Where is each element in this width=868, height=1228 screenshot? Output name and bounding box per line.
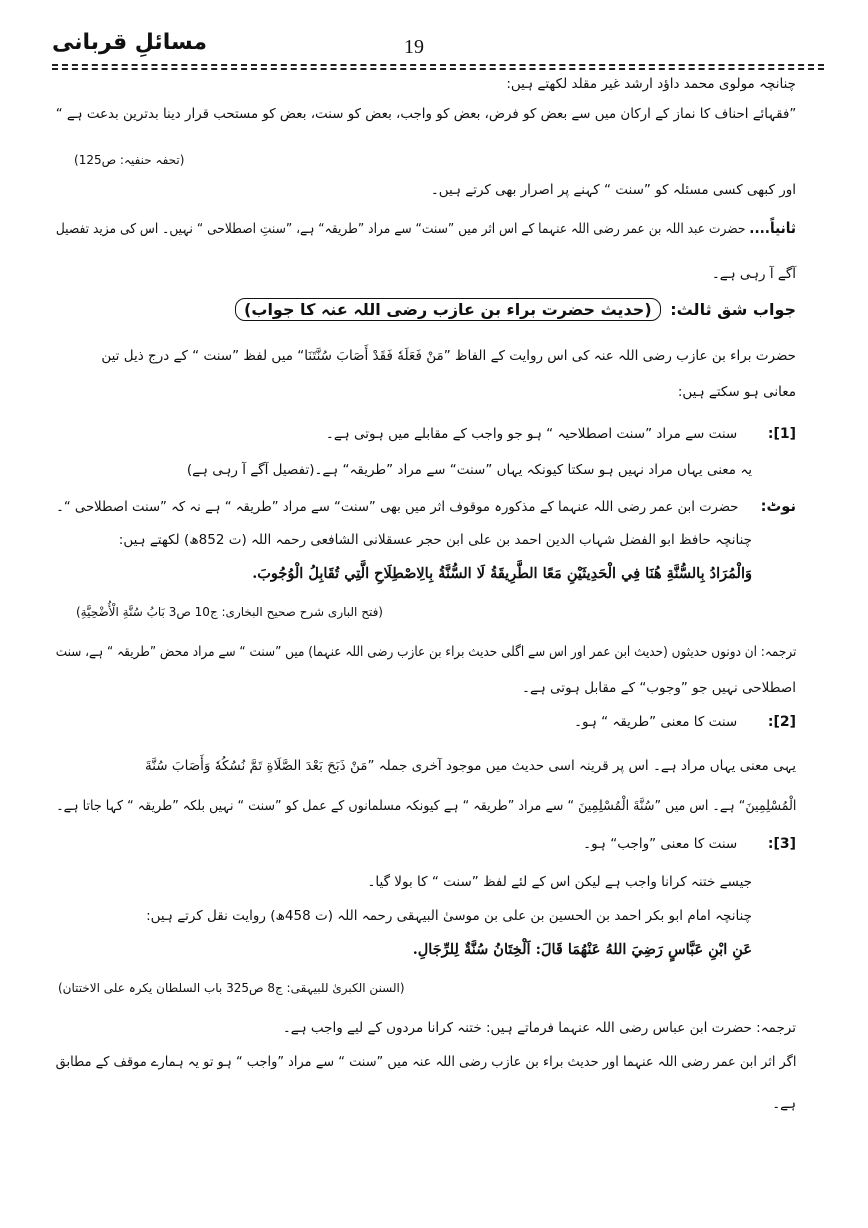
translation-line: ترجمہ: ان دونوں حدیثوں (حدیث ابن عمر اور اس سے اگلی حدیث براء بن عازب رضی اللہ عنہما) میں ”سنت “ سے مراد محض ”طریقہ “ ہے، سنت: [55, 644, 796, 660]
paragraph-line: اگر اثر ابن عمر رضی اللہ عنہما اور حدیث براء بن عازب رضی اللہ عنہ میں ”سنت “ سے مراد ”واجب “ ہو تو یہ ہمارے موقف کے مطابق: [55, 1054, 796, 1070]
numbered-item-1: [326, 424, 796, 444]
page-number: 19: [404, 36, 424, 58]
book-title: مسائلِ قربانی: [52, 30, 207, 55]
citation: (فتح الباری شرح صحیح البخاری: ج10 ص3 بَابُ سُنَّةِ الْأُضْحِيَّةِ): [76, 605, 383, 619]
heading-prefix: جواب شق ثالث:: [670, 300, 796, 319]
section-heading: [235, 298, 796, 321]
paragraph-line-secondly: [56, 218, 796, 239]
paragraph-line: ہے۔: [772, 1096, 796, 1112]
item-text: سنت کا معنی ”طریقہ “ ہو۔: [574, 714, 738, 730]
paragraph-line: چنانچہ حافظ ابو الفضل شہاب الدین احمد بن علی ابن حجر عسقلانی الشافعی رحمہ اللہ (ت 852ھ) لکھتے ہیں:: [118, 532, 752, 548]
translation-line: ترجمہ: حضرت ابن عباس رضی اللہ عنہما فرماتے ہیں: ختنہ کرانا مردوں کے لیے واجب ہے۔: [282, 1020, 796, 1036]
item-number: [3]:: [767, 836, 796, 852]
arabic-quote: عَنِ ابْنِ عَبَّاسٍ رَضِيَ اللهُ عَنْهُمَا قَالَ: اَلْخِتَانُ سُنَّةٌ لِلرِّجَالِ.: [412, 941, 752, 958]
paragraph-line: حضرت براء بن عازب رضی اللہ عنہ کی اس روایت کے الفاظ ”مَنْ فَعَلَهٗ فَقَدْ أَصَابَ سُنَّتَنَا“ میں لفظ ”سنت “ کے درج ذیل تین: [101, 348, 796, 364]
paragraph-line: الْمُسْلِمِينَ“ ہے۔ اس میں ”سُنَّةَ الْمُسْلِمِينَ “ سے مراد ”طریقہ “ ہے کیونکہ مسلمانوں کے عمل کو ”سنت “ نہیں بلکہ ”طریقہ “ کہا جاتا ہے۔: [55, 798, 796, 814]
paragraph-line: چنانچہ امام ابو بکر احمد بن الحسین بن علی بن موسیٰ البیہقی رحمہ اللہ (ت 458ھ) روایت نقل کرتے ہیں:: [146, 908, 752, 924]
secondly-text: حضرت عبد اللہ بن عمر رضی اللہ عنہما کے اس اثر میں ”سنت“ سے مراد ”طریقہ“ ہے، ”سنتِ اصطلاحی “ نہیں۔ اس کی مزید تفصیل: [55, 221, 746, 237]
citation: (السنن الکبریٰ للبیہقی: ج8 ص325 باب السلطان یکرہ علی الاختتان): [58, 981, 405, 995]
paragraph-line: معانی ہو سکتے ہیں:: [677, 384, 796, 400]
citation: (تحفہ حنفیہ: ص125): [74, 153, 185, 167]
paragraph-line: چنانچہ مولوی محمد داؤد ارشد غیر مقلد لکھتے ہیں:: [506, 76, 796, 92]
item-text: سنت کا معنی ”واجب“ ہو۔: [583, 836, 738, 852]
paragraph-line: یہی معنی یہاں مراد ہے۔ اس پر قرینہ اسی حدیث میں موجود آخری جملہ ”مَنْ ذَبَحَ بَعْدَ الصَّلَاةِ تَمَّ نُسُكُهٗ وَأَصَابَ سُنَّةَ: [144, 758, 796, 774]
item-number: [1]:: [767, 426, 796, 442]
paragraph-line: آگے آ رہی ہے۔: [711, 266, 796, 282]
paragraph-line: یہ معنی یہاں مراد نہیں ہو سکتا کیونکہ یہاں ”سنت“ سے مراد ”طریقہ“ ہے۔(تفصیل آگے آ رہی ہے): [186, 462, 752, 478]
item-text: سنت سے مراد ”سنت اصطلاحیہ “ ہو جو واجب کے مقابلے میں ہوتی ہے۔: [325, 426, 738, 442]
quote-line: ”فقہائے احناف کا نماز کے ارکان میں سے بعض کو فرض، بعض کو واجب، بعض کو سنت، بعض کو مستحب قرار دینا بدترین بدعت ہے “: [55, 106, 796, 122]
arabic-quote: وَالْمُرَادُ بِالسُّنَّةِ هُنَا فِي الْحَدِيثَيْنِ مَعًا الطَّرِيقَةُ لَا السُّنَّةُ بِالِاصْطِلَاحِ الَّتِي تُقَابِلُ الْوُجُوبَ.: [252, 565, 752, 582]
heading-boxed: (حدیث حضرت براء بن عازب رضی اللہ عنہ کا جواب): [235, 298, 661, 321]
note-line: [56, 496, 796, 517]
paragraph-line: جیسے ختنہ کرانا واجب ہے لیکن اس کے لئے لفظ ”سنت “ کا بولا گیا۔: [367, 874, 752, 890]
note-text: حضرت ابن عمر رضی اللہ عنہما کے مذکورہ موقوف اثر میں بھی ”سنت“ سے مراد ”طریقہ “ ہے نہ کہ ”سنت اصطلاحی “۔: [56, 499, 739, 515]
item-number: [2]:: [767, 714, 796, 730]
numbered-item-2: [574, 712, 796, 732]
header-rule: [52, 64, 824, 66]
paragraph-line: اور کبھی کسی مسئلہ کو ”سنت “ کہنے پر اصرار بھی کرتے ہیں۔: [430, 182, 796, 198]
header-rule-2: [52, 68, 824, 70]
note-label: نوٹ:: [760, 497, 796, 515]
numbered-item-3: [583, 834, 796, 854]
secondly-label: ثانیاً....: [749, 219, 796, 237]
paragraph-line: اصطلاحی نہیں جو ”وجوب“ کے مقابل ہوتی ہے۔: [522, 680, 796, 696]
